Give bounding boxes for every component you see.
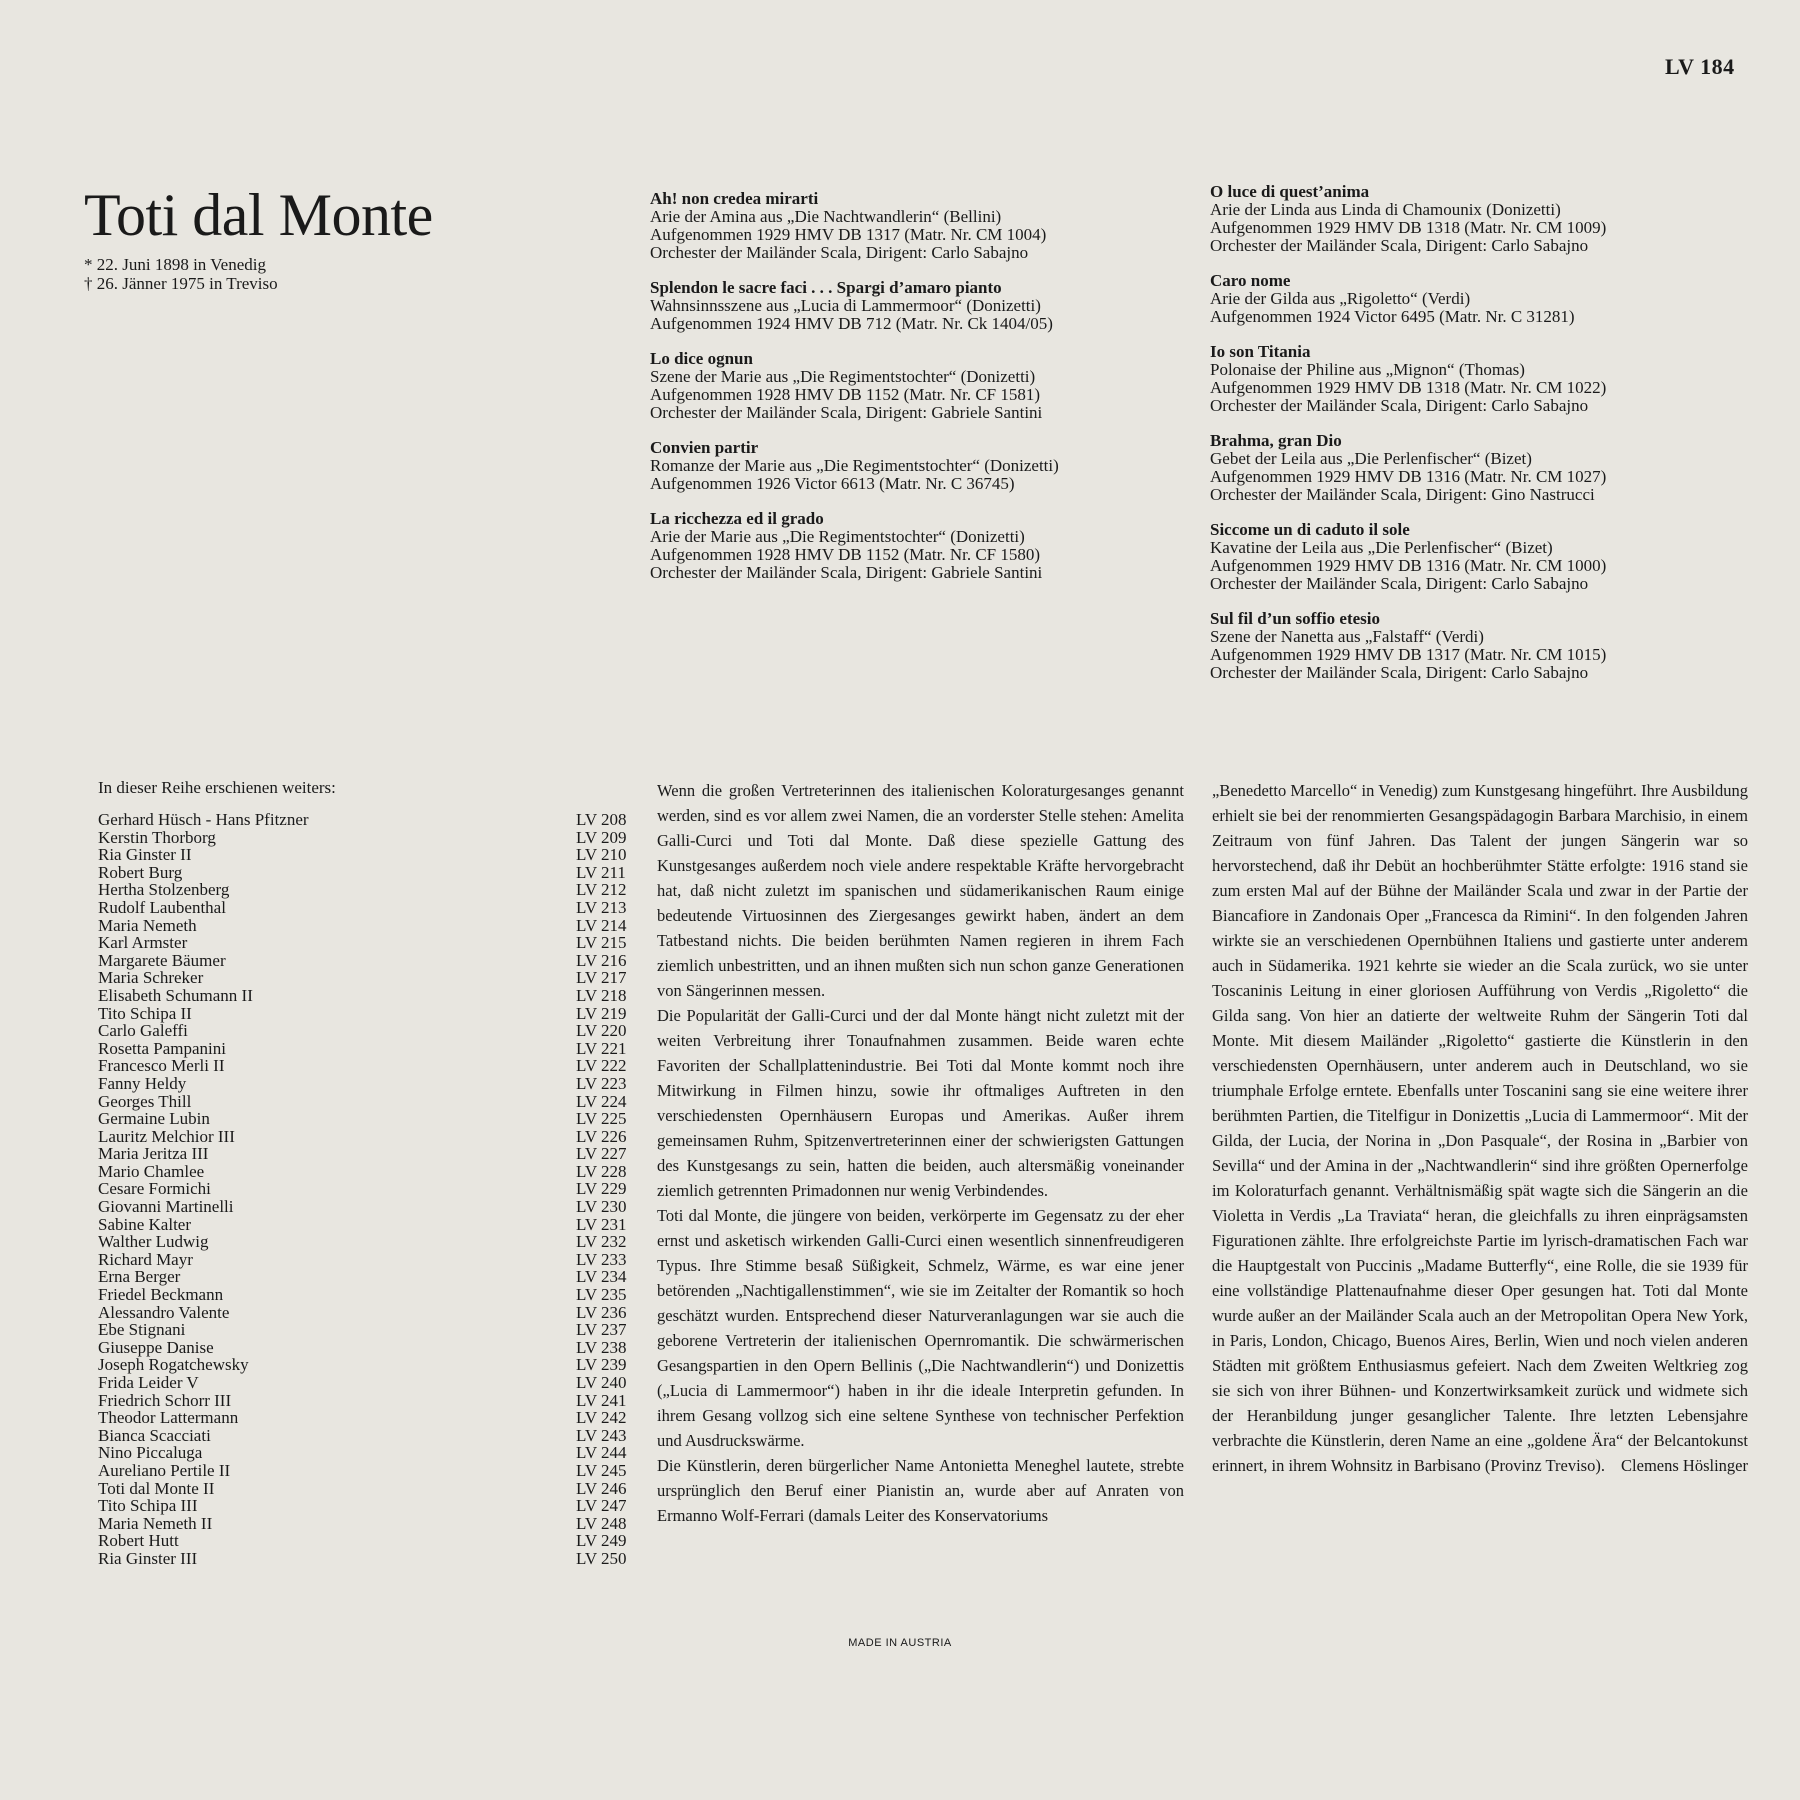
series-artist: Giuseppe Danise (98, 1337, 214, 1357)
series-catalog-code: LV 228 (576, 1161, 627, 1181)
series-row (98, 881, 638, 899)
series-artist: Theodor Lattermann (98, 1408, 239, 1428)
series-row (98, 1444, 638, 1462)
series-artist: Germaine Lubin (98, 1109, 210, 1129)
series-artist: Rosetta Pampanini (98, 1038, 226, 1058)
series-catalog-code: LV 245 (576, 1460, 627, 1480)
series-row (98, 987, 638, 1005)
series-row (98, 1339, 638, 1357)
series-catalog-code: LV 248 (576, 1513, 627, 1533)
series-catalog-code: LV 216 (576, 950, 627, 970)
track (1210, 272, 1730, 326)
track-title: Lo dice ognun (650, 349, 753, 368)
series-row (98, 1093, 638, 1111)
track-detail: Szene der Nanetta aus „Falstaff“ (Verdi) (1210, 627, 1484, 646)
track-detail: Orchester der Mailänder Scala, Dirigent: Gino Nastrucci (1210, 485, 1595, 504)
series-artist: Kerstin Thorborg (98, 827, 216, 847)
series-row (98, 1022, 638, 1040)
series-artist: Aureliano Pertile II (98, 1460, 231, 1480)
series-catalog-code: LV 220 (576, 1021, 627, 1041)
series-row (98, 1374, 638, 1392)
series-artist: Rudolf Laubenthal (98, 897, 226, 917)
series-artist: Maria Jeritza III (98, 1144, 209, 1164)
track-detail: Arie der Amina aus „Die Nachtwandlerin“ (Bellini) (650, 207, 1002, 226)
essay-column-2 (1212, 778, 1748, 1478)
series-catalog-code: LV 249 (576, 1531, 627, 1551)
series-catalog-code: LV 236 (576, 1302, 627, 1322)
series-row (98, 1321, 638, 1339)
track-title: Splendon le sacre faci . . . Spargi d’amaro pianto (650, 278, 1002, 297)
series-row (98, 1040, 638, 1058)
track-title: Sul fil d’un soffio etesio (1210, 609, 1381, 628)
essay-paragraph: Die Popularität der Galli-Curci und der dal Monte hängt nicht zuletzt mit der weiten Verbreitung ihrer Tonaufnahmen zusammen. Beide waren echte Favoriten der Schallplattenindustrie. Bei Toti dal Monte kommt noch ihre Mitwirkung in Filmen hinzu, sowie ihr oftmaliges Auftreten in den verschiedensten Opernhäusern Europas und Amerikas. Außer ihrem gemeinsamen Ruhm, Spitzenvertreterinnen einer der schwierigsten Gattungen des Kunstgesangs zu sein, hatten die beiden, auch altersmäßig voneinander ziemlich getrennten Primadonnen nur wenig Verbindendes. (657, 1006, 1184, 1200)
series-artist: Robert Hutt (98, 1531, 179, 1551)
series-artist: Fanny Heldy (98, 1073, 187, 1093)
track-title: Ah! non credea mirarti (650, 189, 819, 208)
track-detail: Orchester der Mailänder Scala, Dirigent: Carlo Sabajno (1210, 236, 1589, 255)
series-row (98, 1110, 638, 1128)
series-artist: Erna Berger (98, 1267, 181, 1287)
essay-paragraph (1212, 778, 1748, 1478)
track (1210, 610, 1730, 682)
series-catalog-code: LV 213 (576, 897, 627, 917)
series-catalog-code: LV 235 (576, 1285, 627, 1305)
series-row (98, 1268, 638, 1286)
series-row (98, 846, 638, 864)
series-artist: Elisabeth Schumann II (98, 985, 253, 1005)
series-row (98, 952, 638, 970)
essay-paragraph: Die Künstlerin, deren bürgerlicher Name Antonietta Meneghel lautete, strebte ursprünglich den Beruf einer Pianistin an, wurde aber auf Anraten von Ermanno Wolf-Ferrari (damals Leiter des Konservatoriums (657, 1456, 1184, 1525)
track-title: La ricchezza ed il grado (650, 509, 824, 528)
series-row (98, 1251, 638, 1269)
series-row (98, 934, 638, 952)
series-row (98, 1356, 638, 1374)
track-detail: Arie der Linda aus Linda di Chamounix (Donizetti) (1210, 200, 1561, 219)
series-catalog-code: LV 246 (576, 1478, 627, 1498)
series-artist: Mario Chamlee (98, 1161, 205, 1181)
track-detail: Romanze der Marie aus „Die Regimentstochter“ (Donizetti) (650, 456, 1059, 475)
track-detail: Aufgenommen 1929 HMV DB 1318 (Matr. Nr. CM 1022) (1210, 378, 1607, 397)
series-catalog-code: LV 244 (576, 1443, 627, 1463)
track-detail: Gebet der Leila aus „Die Perlenfischer“ (Bizet) (1210, 449, 1532, 468)
essay-paragraph: Wenn die großen Vertreterinnen des italienischen Koloraturgesanges genannt werden, sind es vor allem zwei Namen, die an vorderster Stelle stehen: Amelita Galli-Curci und Toti dal Monte. Daß diese spezielle Gattung des Kunstgesanges außerdem noch viele andere respektable Kräfte hervorgebracht hat, daß nicht zuletzt im spanischen und südamerikanischen Raum einige bedeutende Virtuosinnen des Ziergesanges gewirkt haben, ändert an dem Tatbestand nichts. Die beiden berühmten Namen regieren in ihrem Fach ziemlich unbestritten, und an ihnen mußten sich nun schon ganze Generationen von Sängerinnen messen. (657, 781, 1184, 1000)
track-detail: Aufgenommen 1929 HMV DB 1318 (Matr. Nr. CM 1009) (1210, 218, 1607, 237)
series-row (98, 864, 638, 882)
track (650, 279, 1130, 333)
series-artist: Ria Ginster III (98, 1548, 198, 1568)
track-title: Siccome un di caduto il sole (1210, 520, 1410, 539)
track-detail: Orchester der Mailänder Scala, Dirigent: Carlo Sabajno (1210, 663, 1589, 682)
series-catalog-code: LV 224 (576, 1091, 627, 1111)
series-row (98, 1216, 638, 1234)
series-row (98, 1128, 638, 1146)
series-catalog-code: LV 242 (576, 1408, 627, 1428)
track-list-left (650, 190, 1130, 599)
track-title: O luce di quest’anima (1210, 182, 1370, 201)
track-title: Brahma, gran Dio (1210, 431, 1342, 450)
track (1210, 343, 1730, 415)
series-row (98, 1497, 638, 1515)
series-artist: Karl Armster (98, 933, 188, 953)
series-catalog-code: LV 218 (576, 985, 627, 1005)
series-row (98, 1180, 638, 1198)
series-catalog-code: LV 229 (576, 1179, 627, 1199)
series-row (98, 1286, 638, 1304)
series-list (98, 778, 638, 1568)
track (1210, 432, 1730, 504)
series-artist: Carlo Galeffi (98, 1021, 188, 1041)
made-in-label: MADE IN AUSTRIA (848, 1637, 952, 1649)
series-catalog-code: LV 226 (576, 1126, 627, 1146)
series-catalog-code: LV 219 (576, 1003, 627, 1023)
series-row (98, 1515, 638, 1533)
series-artist: Hertha Stolzenberg (98, 880, 230, 900)
series-items (98, 811, 638, 1568)
series-catalog-code: LV 210 (576, 845, 627, 865)
series-catalog-code: LV 225 (576, 1109, 627, 1129)
track (650, 190, 1130, 262)
track-detail: Arie der Gilda aus „Rigoletto“ (Verdi) (1210, 289, 1471, 308)
series-catalog-code: LV 212 (576, 880, 627, 900)
series-artist: Friedrich Schorr III (98, 1390, 232, 1410)
series-row (98, 899, 638, 917)
track-detail: Orchester der Mailänder Scala, Dirigent: Carlo Sabajno (1210, 574, 1589, 593)
series-catalog-code: LV 227 (576, 1144, 627, 1164)
track-detail: Aufgenommen 1928 HMV DB 1152 (Matr. Nr. CF 1580) (650, 545, 1041, 564)
essay-column-1 (657, 778, 1184, 1528)
series-catalog-code: LV 238 (576, 1337, 627, 1357)
track (650, 350, 1130, 422)
series-row (98, 1427, 638, 1445)
series-catalog-code: LV 241 (576, 1390, 627, 1410)
series-row (98, 1532, 638, 1550)
series-row (98, 1057, 638, 1075)
series-catalog-code: LV 232 (576, 1232, 627, 1252)
series-catalog-code: LV 231 (576, 1214, 627, 1234)
series-row (98, 917, 638, 935)
track-list-right (1210, 183, 1730, 699)
series-catalog-code: LV 239 (576, 1355, 627, 1375)
track-detail: Szene der Marie aus „Die Regimentstochter“ (Donizetti) (650, 367, 1036, 386)
series-artist: Gerhard Hüsch - Hans Pfitzner (98, 810, 309, 829)
series-artist: Maria Schreker (98, 968, 204, 988)
series-artist: Ria Ginster II (98, 845, 192, 865)
series-catalog-code: LV 221 (576, 1038, 627, 1058)
series-artist: Cesare Formichi (98, 1179, 211, 1199)
artist-name: Toti dal Monte (84, 182, 433, 248)
series-row (98, 969, 638, 987)
track-title: Io son Titania (1210, 342, 1311, 361)
series-catalog-code: LV 250 (576, 1548, 627, 1568)
track-detail: Orchester der Mailänder Scala, Dirigent: Carlo Sabajno (650, 243, 1029, 262)
series-artist: Lauritz Melchior III (98, 1126, 235, 1146)
track (1210, 183, 1730, 255)
track-detail: Aufgenommen 1928 HMV DB 1152 (Matr. Nr. CF 1581) (650, 385, 1041, 404)
series-row (98, 1005, 638, 1023)
track (650, 510, 1130, 582)
series-artist: Tito Schipa III (98, 1496, 198, 1516)
series-artist: Georges Thill (98, 1091, 192, 1111)
death-date: † 26. Jänner 1975 in Treviso (84, 274, 278, 293)
series-catalog-code: LV 209 (576, 827, 627, 847)
series-row (98, 811, 638, 829)
series-artist: Nino Piccaluga (98, 1443, 203, 1463)
series-catalog-code: LV 230 (576, 1197, 627, 1217)
series-artist: Walther Ludwig (98, 1232, 209, 1252)
track-detail: Aufgenommen 1926 Victor 6613 (Matr. Nr. C 36745) (650, 474, 1015, 493)
series-row (98, 1304, 638, 1322)
series-artist: Bianca Scacciati (98, 1425, 211, 1445)
series-row (98, 1145, 638, 1163)
series-catalog-code: LV 214 (576, 915, 627, 935)
series-row (98, 1075, 638, 1093)
series-row (98, 829, 638, 847)
series-row (98, 1163, 638, 1181)
series-row (98, 1198, 638, 1216)
series-heading: In dieser Reihe erschienen weiters: (98, 778, 336, 797)
series-artist: Toti dal Monte II (98, 1478, 215, 1498)
catalog-number: LV 184 (1665, 54, 1735, 79)
series-artist: Richard Mayr (98, 1249, 193, 1269)
track (1210, 521, 1730, 593)
series-artist: Friedel Beckmann (98, 1285, 224, 1305)
series-catalog-code: LV 215 (576, 933, 627, 953)
track-title: Caro nome (1210, 271, 1291, 290)
birth-date: * 22. Juni 1898 in Venedig (84, 255, 266, 274)
series-row (98, 1462, 638, 1480)
track-detail: Arie der Marie aus „Die Regimentstochter“ (Donizetti) (650, 527, 1025, 546)
series-row (98, 1392, 638, 1410)
series-artist: Alessandro Valente (98, 1302, 230, 1322)
artist-dates (84, 255, 644, 293)
series-artist: Tito Schipa II (98, 1003, 192, 1023)
track-title: Convien partir (650, 438, 759, 457)
track (650, 439, 1130, 493)
track-detail: Aufgenommen 1929 HMV DB 1316 (Matr. Nr. CM 1027) (1210, 467, 1607, 486)
series-artist: Joseph Rogatchewsky (98, 1355, 249, 1375)
track-detail: Aufgenommen 1929 HMV DB 1317 (Matr. Nr. CM 1015) (1210, 645, 1607, 664)
track-detail: Aufgenommen 1929 HMV DB 1316 (Matr. Nr. CM 1000) (1210, 556, 1607, 575)
series-artist: Sabine Kalter (98, 1214, 191, 1234)
essay-author: Clemens Höslinger (1621, 1456, 1748, 1475)
series-row (98, 1409, 638, 1427)
series-catalog-code: LV 243 (576, 1425, 627, 1445)
series-artist: Giovanni Martinelli (98, 1197, 234, 1217)
series-catalog-code: LV 223 (576, 1073, 627, 1093)
series-artist: Maria Nemeth II (98, 1513, 213, 1533)
track-detail: Aufgenommen 1929 HMV DB 1317 (Matr. Nr. CM 1004) (650, 225, 1047, 244)
series-row (98, 1233, 638, 1251)
series-catalog-code: LV 217 (576, 968, 627, 988)
artist-header (84, 182, 644, 293)
track-detail: Polonaise der Philine aus „Mignon“ (Thomas) (1210, 360, 1525, 379)
essay-paragraph: Toti dal Monte, die jüngere von beiden, verkörperte im Gegensatz zu der eher ernst und asketisch wirkenden Galli-Curci einen wesentlich sinnenfreudigeren Typus. Ihre Stimme besaß Süßigkeit, Schmelz, Wärme, es war eine jener betörenden „Nachtigallenstimmen“, wie sie im Zeitalter der Romantik so hoch geschätzt wurden. Entsprechend dieser Naturveranlagungen war sie auch die geborene Vertreterin der italienischen Opernromantik. Die schwärmerischen Gesangspartien in den Opern Bellinis („Die Nachtwandlerin“) und Donizettis („Lucia di Lammermoor“) haben in ihr die ideale Interpretin gefunden. In ihrem Gesang vollzog sich eine seltene Synthese von technischer Perfektion und Ausdruckswärme. (657, 1206, 1184, 1450)
series-artist: Maria Nemeth (98, 915, 197, 935)
series-catalog-code: LV 247 (576, 1496, 627, 1516)
series-artist: Margarete Bäumer (98, 950, 226, 970)
track-detail: Aufgenommen 1924 Victor 6495 (Matr. Nr. C 31281) (1210, 307, 1575, 326)
series-catalog-code: LV 233 (576, 1249, 627, 1269)
series-row (98, 1480, 638, 1498)
track-detail: Kavatine der Leila aus „Die Perlenfischer“ (Bizet) (1210, 538, 1553, 557)
series-catalog-code: LV 240 (576, 1373, 627, 1392)
series-catalog-code: LV 222 (576, 1056, 627, 1076)
track-detail: Orchester der Mailänder Scala, Dirigent: Gabriele Santini (650, 563, 1043, 582)
essay-text: „Benedetto Marcello“ in Venedig) zum Kunstgesang hingeführt. Ihre Ausbildung erhielt sie bei der renommierten Gesangspädagogin Barbara Marchisio, in einem Zeitraum von fünf Jahren. Das Talent der jungen Sängerin war so hervorstechend, daß ihr Debüt an hochberühmter Stätte erfolgte: 1916 stand sie zum ersten Mal auf der Bühne der Mailänder Scala und zwar in der Partie der Biancafiore in Zandonais Oper „Francesca da Rimini“. In den folgenden Jahren wirkte sie an verschiedenen Opernbühnen Italiens und gastierte unter anderem auch in Südamerika. 1921 kehrte sie wieder an die Scala zurück, wo sie unter Toscaninis Leitung in einer gloriosen Aufführung von Verdis „Rigoletto“ die Gilda sang. Von hier an datierte der weltweite Ruhm der Sängerin Toti dal Monte. Mit diesem Mailänder „Rigoletto“ gastierte die Künstlerin in den verschiedensten Opernhäusern, unter anderem auch in Deutschland, wo sie triumphale Erfolge erntete. Ebenfalls unter Toscanini sang sie eine weitere ihrer berühmten Partien, die Titelfigur in Donizettis „Lucia di Lammermoor“. Mit der Gilda, der Lucia, der Norina in „Don Pasquale“, der Rosina in „Barbier von Sevilla“ und der Amina in der „Nachtwandlerin“ sind ihre größten Opernerfolge im Koloraturfach genannt. Verhältnismäßig spät wagte sich die Sängerin an die Violetta in Verdis „La Traviata“ heran, die gleichfalls zu ihren einprägsamsten Figurationen zählte. Ihre erfolgreichste Partie im lyrisch-dramatischen Fach war die Hauptgestalt von Puccinis „Madame Butterfly“, eine Rolle, die sie 1939 für eine vollständige Plattenaufnahme dieser Oper gesungen hat. Toti dal Monte wurde außer an der Mailänder Scala auch an der Metropolitan Opera New York, in Paris, London, Chicago, Buenos Aires, Berlin, Wien und noch vielen anderen Städten mit größtem Enthusiasmus gefeiert. Nach dem Zweiten Weltkrieg zog sie sich von ihrer Bühnen- und Konzertwirksamkeit zurück und widmete sich der Heranbildung junger gesanglicher Talente. Ihre letzten Lebensjahre verbrachte die Künstlerin, deren Name an eine „goldene Ära“ der Belcantokunst erinnert, in ihrem Wohnsitz in Barbisano (Provinz Treviso). (1212, 781, 1748, 1475)
series-artist: Francesco Merli II (98, 1056, 225, 1076)
track-detail: Orchester der Mailänder Scala, Dirigent: Carlo Sabajno (1210, 396, 1589, 415)
series-catalog-code: LV 237 (576, 1320, 627, 1340)
series-row (98, 1550, 638, 1568)
track-detail: Orchester der Mailänder Scala, Dirigent: Gabriele Santini (650, 403, 1043, 422)
series-catalog-code: LV 234 (576, 1267, 627, 1287)
track-detail: Wahnsinnsszene aus „Lucia di Lammermoor“ (Donizetti) (650, 296, 1041, 315)
track-detail: Aufgenommen 1924 HMV DB 712 (Matr. Nr. Ck 1404/05) (650, 314, 1053, 333)
series-artist: Robert Burg (98, 862, 183, 882)
series-artist: Frida Leider V (98, 1373, 199, 1392)
series-catalog-code: LV 208 (576, 810, 627, 829)
series-artist: Ebe Stignani (98, 1320, 186, 1340)
series-catalog-code: LV 211 (576, 862, 626, 882)
